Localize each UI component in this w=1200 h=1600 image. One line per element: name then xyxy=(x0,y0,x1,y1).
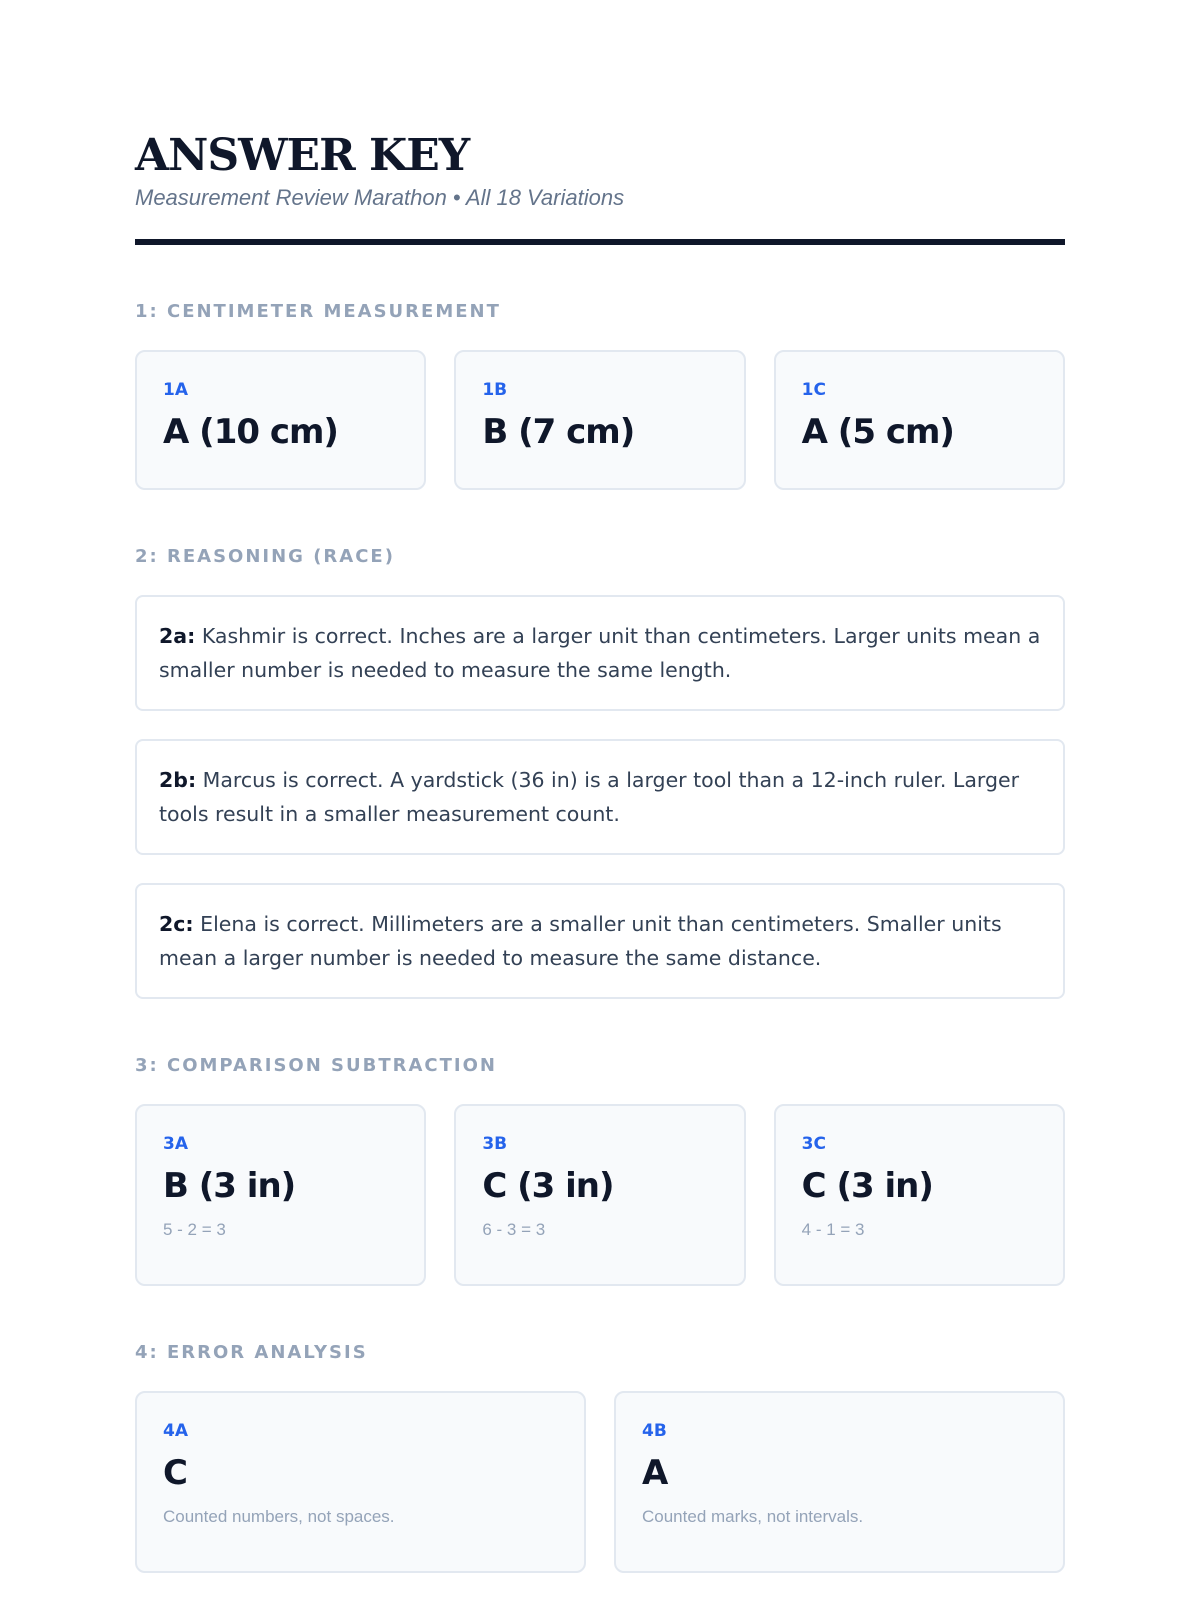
card-id: 1A xyxy=(163,379,188,400)
answer-card-1c xyxy=(774,350,1065,490)
section-4-title: 4: ERROR ANALYSIS xyxy=(135,1341,368,1363)
header-divider xyxy=(135,239,1065,245)
card-id: 4A xyxy=(163,1420,188,1441)
page-subtitle: Measurement Review Marathon • All 18 Variations xyxy=(135,184,625,210)
card-note: Counted numbers, not spaces. xyxy=(163,1506,395,1526)
card-answer: A xyxy=(642,1452,668,1493)
card-answer: C xyxy=(163,1452,187,1493)
reasoning-text: Elena is correct. Millimeters are a smaller unit than centimeters. Smaller units mean a larger number is needed to measure the same distance. xyxy=(159,911,1002,970)
card-id: 3A xyxy=(163,1133,188,1154)
card-id: 4B xyxy=(642,1420,667,1441)
reasoning-label: 2c: xyxy=(159,911,194,936)
card-id: 1C xyxy=(801,379,826,400)
answer-card-3a xyxy=(135,1104,426,1286)
reasoning-item-2c xyxy=(135,883,1065,999)
answer-card-1b xyxy=(454,350,745,490)
reasoning-item-2a xyxy=(135,595,1065,711)
answer-card-4a xyxy=(135,1391,586,1573)
answer-card-3b xyxy=(454,1104,745,1286)
section-3-cards xyxy=(135,1104,1065,1286)
page-title: ANSWER KEY xyxy=(135,130,470,181)
answer-card-3c xyxy=(774,1104,1065,1286)
reasoning-item-2b xyxy=(135,739,1065,855)
answer-card-4b xyxy=(614,1391,1065,1573)
card-answer: C (3 in) xyxy=(801,1165,933,1206)
reasoning-text: Kashmir is correct. Inches are a larger unit than centimeters. Larger units mean a smaller number is needed to measure the same length. xyxy=(159,623,1041,682)
card-answer: A (5 cm) xyxy=(801,411,954,452)
reasoning-label: 2b: xyxy=(159,767,197,792)
section-4-cards xyxy=(135,1391,1065,1573)
card-answer: A (10 cm) xyxy=(163,411,338,452)
card-answer: B (7 cm) xyxy=(482,411,635,452)
section-1-title: 1: CENTIMETER MEASUREMENT xyxy=(135,300,501,322)
card-id: 1B xyxy=(482,379,508,400)
section-1-cards xyxy=(135,350,1065,490)
section-3-title: 3: COMPARISON SUBTRACTION xyxy=(135,1054,497,1076)
card-answer: B (3 in) xyxy=(163,1165,296,1206)
reasoning-label: 2a: xyxy=(159,623,196,648)
card-note: 5 - 2 = 3 xyxy=(163,1219,226,1239)
section-2-title: 2: REASONING (RACE) xyxy=(135,545,395,567)
card-id: 3B xyxy=(482,1133,508,1154)
card-note: 6 - 3 = 3 xyxy=(482,1219,546,1239)
card-note: Counted marks, not intervals. xyxy=(642,1506,864,1526)
card-answer: C (3 in) xyxy=(482,1165,614,1206)
answer-card-1a xyxy=(135,350,426,490)
card-note: 4 - 1 = 3 xyxy=(801,1219,865,1239)
reasoning-text: Marcus is correct. A yardstick (36 in) is a larger tool than a 12-inch ruler. Larger tools result in a smaller measurement count. xyxy=(159,767,1019,826)
card-id: 3C xyxy=(801,1133,826,1154)
